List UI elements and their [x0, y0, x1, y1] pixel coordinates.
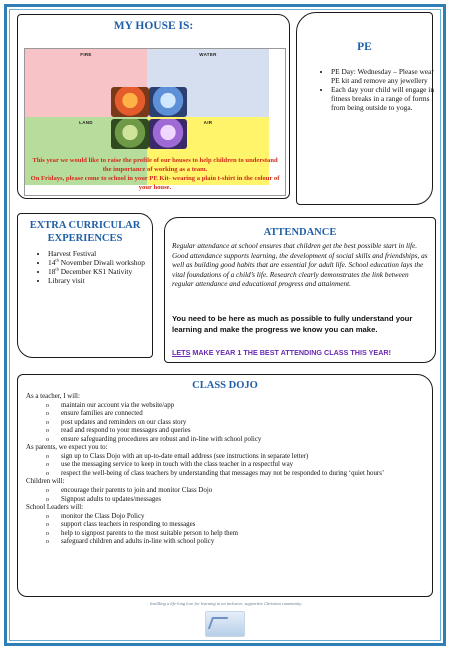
house-land-label: LAND — [79, 120, 93, 125]
dojo-item: o read and respond to your messages and queries — [46, 427, 430, 436]
fire-character-image — [111, 87, 149, 117]
dojo-item: o Signpost adults to updates/messages — [46, 496, 430, 505]
house-water-label: WATER — [199, 52, 217, 57]
dojo-item: o use the messaging service to keep in touch with the class teacher in a respectful way — [46, 461, 430, 470]
dojo-item: o maintain our account via the website/app — [46, 402, 430, 411]
extra-curricular-title: EXTRA CURRICULAR EXPERIENCES — [29, 220, 141, 244]
dojo-section-heading: As a teacher, I will: — [26, 393, 80, 400]
attendance-title: ATTENDANCE — [263, 227, 337, 238]
attendance-emphasis: You need to be here as much as possible to fully understand your learning and make the progress we know you can make. — [172, 314, 413, 334]
attendance-body: Regular attendance at school ensures that children get the best possible start in life. Good attendance supports learning, the development of social skills and friendships, as well as building good habits that are essential for adult life. School education lays the vital foundations of a child’s life. Research clearly demonstrates the link between regular attendance and educational progress and attainment. — [172, 241, 428, 289]
class-dojo-panel — [17, 374, 433, 597]
land-character-image — [111, 119, 149, 149]
dojo-leaders-list — [26, 513, 430, 547]
extra-curricular-item: • 18th December KS1 Nativity — [48, 267, 166, 276]
pe-title: PE — [357, 41, 372, 53]
extra-curricular-item: • Library visit — [48, 276, 166, 285]
pe-item: • PE Day: Wednesday – Please wear PE kit and remove any jewellery — [331, 67, 441, 85]
extra-curricular-panel — [17, 213, 153, 358]
extra-curricular-item: • 14th November Diwali workshop — [48, 258, 166, 267]
house-panel — [17, 14, 290, 199]
dojo-item: o post updates and reminders on our class story — [46, 419, 430, 428]
dojo-section-heading: Children will: — [26, 478, 65, 486]
dojo-parent-list — [26, 453, 430, 479]
dojo-item: o ensure safeguarding procedures are robust and in-line with school policy — [46, 436, 430, 445]
pe-list — [317, 67, 441, 112]
class-dojo-body — [26, 393, 430, 547]
footer-motto: Instilling a life-long love for learning in an inclusive, supportive Christian community. — [149, 601, 303, 606]
dojo-item: o support class teachers in responding to messages — [46, 521, 430, 530]
dojo-item: o safeguard children and adults in-line with school policy — [46, 538, 430, 547]
extra-curricular-list — [34, 249, 166, 285]
house-air-label: AIR — [203, 120, 213, 125]
dojo-section-heading: School Leaders will: — [26, 504, 84, 512]
house-note-teamwork: This year we would like to raise the profile of our houses to help children to understand the importance of working as a team. — [32, 157, 278, 173]
house-fire-label: FIRE — [80, 52, 92, 57]
dojo-item: o encourage their parents to join and monitor Class Dojo — [46, 487, 430, 496]
pe-item: • Each day your child will engage in fitness breaks in a range of forms from being outside to yoga. — [331, 85, 441, 112]
dojo-item: o monitor the Class Dojo Policy — [46, 513, 430, 522]
house-title: MY HOUSE IS: — [113, 20, 194, 32]
extra-curricular-item: • Harvest Festival — [48, 249, 166, 258]
dojo-teacher-list — [26, 402, 430, 445]
air-character-image — [149, 119, 187, 149]
school-logo — [205, 611, 245, 637]
class-dojo-title: CLASS DOJO — [192, 380, 258, 391]
water-character-image — [149, 87, 187, 117]
dojo-section-heading: As parents, we expect you to: — [26, 444, 108, 452]
dojo-item: o respect the well-being of class teachers by understanding that messages may not be responded to during ‘quiet hours’ — [46, 470, 430, 479]
house-note-pe-kit: On Fridays, please come to school in your PE Kit- wearing a plain t-shirt in the colour of your house. — [30, 175, 280, 191]
logo-mark-icon — [208, 617, 228, 629]
dojo-item: o help to signpost parents to the most suitable person to help them — [46, 530, 430, 539]
pe-panel — [296, 12, 433, 205]
dojo-item: o sign up to Class Dojo with an up-to-date email address (see instructions in separate letter) — [46, 453, 430, 462]
attendance-panel — [164, 217, 436, 363]
dojo-children-list — [26, 487, 430, 504]
dojo-item: o ensure families are connected — [46, 410, 430, 419]
attendance-slogan: LETS MAKE YEAR 1 THE BEST ATTENDING CLASS THIS YEAR! — [172, 348, 391, 357]
house-grid — [24, 48, 286, 196]
